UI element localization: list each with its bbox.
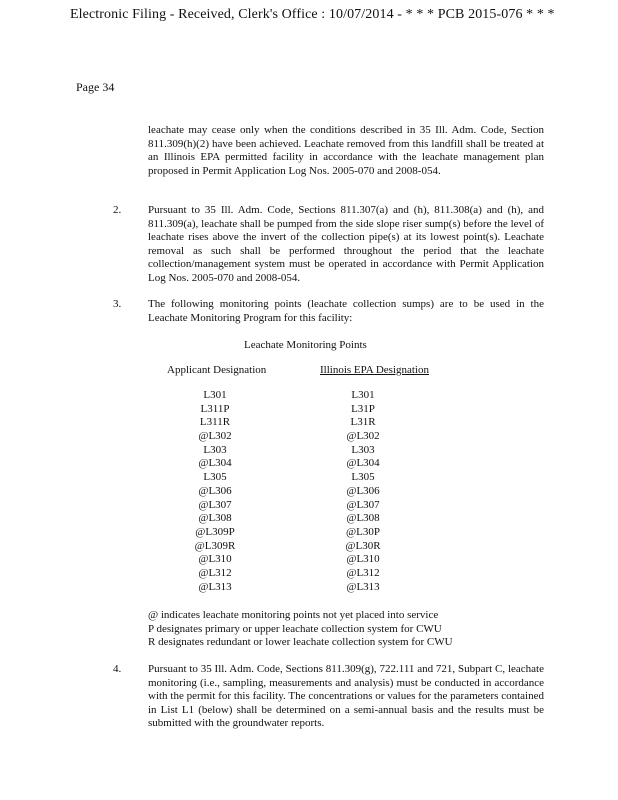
- note-line: @ indicates leachate monitoring points not yet placed into service: [148, 609, 439, 621]
- epa-designation-cell: @L312: [346, 566, 380, 579]
- table-notes: [148, 609, 453, 650]
- applicant-designation-cell: @L313: [198, 580, 232, 593]
- epa-designation-cell: L301: [351, 389, 375, 401]
- applicant-designation-cell: L311R: [199, 416, 231, 429]
- applicant-designation-cell: L303: [203, 443, 227, 456]
- epa-designation-column: [333, 389, 393, 594]
- epa-designation-cell: L305: [351, 471, 375, 484]
- item-2-text: Pursuant to 35 Ill. Adm. Code, Sections 811.307(a) and (h), 811.308(a) and (h), and 811.309(a), leachate shall be pumped from the side slope riser sump(s) before the level of leachate rises above the invert of the collection pipe(s) at its lowest point(s). Leachate removal as such shall be performed throughout the period that the leachate collection/management system must be operated in accordance with Permit Application Log Nos. 2005-070 and 2008-054.: [148, 204, 544, 284]
- epa-designation-cell: @L302: [346, 430, 380, 443]
- epa-designation-cell: @L30R: [345, 539, 381, 552]
- page-number: Page 34: [76, 80, 115, 94]
- item-3-number: 3.: [113, 298, 122, 310]
- applicant-designation-cell: @L308: [198, 512, 232, 525]
- note-line: P designates primary or upper leachate collection system for CWU: [148, 622, 442, 635]
- item-3-text: The following monitoring points (leachate collection sumps) are to be used in the Leachate Monitoring Program for this facility:: [148, 298, 544, 324]
- applicant-designation-cell: @L309R: [194, 539, 236, 552]
- epa-designation-cell: @L310: [346, 553, 380, 566]
- applicant-designation-column: [185, 389, 245, 594]
- item-2-number: 2.: [113, 204, 122, 216]
- epa-designation-cell: @L308: [346, 512, 380, 525]
- applicant-designation-cell: L301: [203, 389, 227, 401]
- epa-designation-cell: @L30P: [346, 525, 380, 538]
- applicant-designation-cell: @L306: [198, 484, 232, 497]
- epa-designation-cell: L31P: [351, 402, 375, 415]
- item-4-number: 4.: [113, 663, 122, 675]
- applicant-designation-cell: @L310: [198, 553, 232, 566]
- applicant-designation-cell: L305: [203, 471, 227, 484]
- applicant-designation-header: Applicant Designation: [167, 364, 267, 376]
- epa-designation-cell: L31R: [350, 416, 376, 429]
- applicant-designation-cell: @L309P: [195, 525, 235, 538]
- item-4-text: Pursuant to 35 Ill. Adm. Code, Sections 811.309(g), 722.111 and 721, Subpart C, leachate monitoring (i.e., sampling, measurements and analysis) must be conducted in accordance with the permit for this facility. The concentrations or values for the parameters contained in List L1 (below) shall be determined on a semi-annual basis and the results must be submitted with the groundwater reports.: [148, 663, 544, 729]
- table-title: Leachate Monitoring Points: [244, 339, 367, 351]
- applicant-designation-cell: @L304: [198, 457, 232, 470]
- epa-designation-cell: @L313: [346, 580, 380, 593]
- filing-header: Electronic Filing - Received, Clerk's Office : 10/07/2014 - * * * PCB 2015-076 * * *: [70, 7, 555, 22]
- epa-designation-cell: L303: [351, 443, 375, 456]
- applicant-designation-cell: @L312: [198, 566, 232, 579]
- epa-designation-cell: @L306: [346, 484, 380, 497]
- epa-designation-cell: @L304: [346, 457, 380, 470]
- applicant-designation-cell: @L307: [198, 498, 232, 511]
- note-line: R designates redundant or lower leachate collection system for CWU: [148, 636, 453, 648]
- epa-designation-cell: @L307: [346, 498, 380, 511]
- applicant-designation-cell: L311P: [200, 402, 230, 415]
- epa-designation-header: Illinois EPA Designation: [320, 364, 429, 376]
- continuation-paragraph: leachate may cease only when the conditions described in 35 Ill. Adm. Code, Section 811.309(h)(2) have been achieved. Leachate removed from this landfill shall be treated at an Illinois EPA permitted facility in accordance with the leachate management plan proposed in Permit Application Log Nos. 2005-070 and 2008-054.: [148, 124, 544, 177]
- applicant-designation-cell: @L302: [198, 430, 232, 443]
